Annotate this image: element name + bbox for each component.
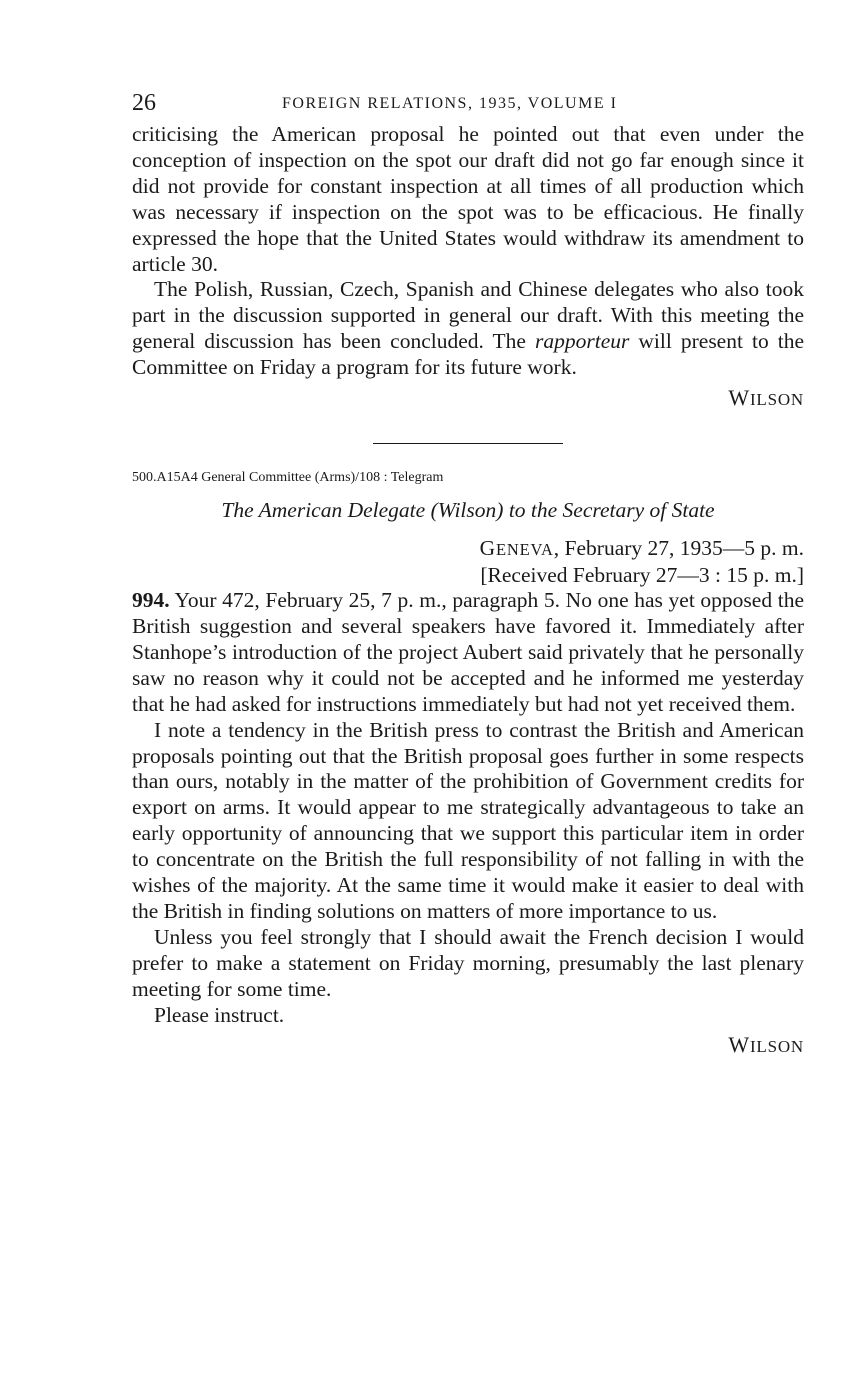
- place-initial: G: [479, 536, 496, 561]
- rapporteur-term: rapporteur: [535, 329, 630, 354]
- signature-rest: ILSON: [749, 1037, 804, 1057]
- delegates-text-end: will present to the Committee on Friday a program for its future work.: [132, 329, 804, 380]
- running-head: [132, 88, 804, 122]
- telegram-paragraph-1-text: Your 472, February 25, 7 p. m., paragraph 5. No one has yet opposed the British suggestion and several speakers have favored it. Immediately after Stanhope’s introduction of the project Aubert said privately that he personally saw no reason why it could not be accepted and he informed me yesterday that he had asked for instructions immediately but had not yet received them.: [132, 588, 804, 716]
- place-rest: ENEVA: [496, 540, 554, 560]
- signature-first: [132, 385, 804, 411]
- delegates-text-start: The Polish, Russian, Czech, Spanish and Chinese delegates who also took part in the discussion supported in general our draft. With this meeting the general discussion has been concluded. The: [132, 277, 804, 354]
- telegram-paragraph-4: Please instruct.: [154, 1002, 285, 1027]
- telegram-paragraph-3: Unless you feel strongly that I should await the French decision I would prefer to make a statement on Friday morning, presumably the last plenary meeting for some time.: [132, 924, 804, 1001]
- signature-rest: ILSON: [749, 390, 804, 410]
- title-end: ) to the Secretary of State: [496, 498, 715, 523]
- title-name: Wilson: [437, 498, 497, 523]
- place-name: [479, 536, 554, 561]
- page-number: 26: [132, 90, 156, 116]
- section-divider: [373, 443, 563, 444]
- telegram-paragraph-1: [132, 588, 804, 718]
- signature-second: [132, 1032, 804, 1058]
- date-sent: , February 27, 1935—5 p. m.: [553, 536, 804, 561]
- message-number: 994.: [132, 588, 170, 613]
- date-received: [Received February 27—3 : 15 p. m.]: [480, 562, 804, 587]
- dateline: [132, 536, 804, 588]
- signature-initial: W: [728, 385, 750, 411]
- delegates-paragraph: [132, 277, 804, 381]
- document-page: [132, 88, 804, 1058]
- document-title: [132, 495, 804, 525]
- date-sent-line: [132, 536, 804, 563]
- signature-initial: W: [728, 1032, 750, 1058]
- running-title: FOREIGN RELATIONS, 1935, VOLUME I: [282, 95, 618, 112]
- file-reference: 500.A15A4 General Committee (Arms)/108 : Telegram: [132, 470, 444, 486]
- continued-paragraph: criticising the American proposal he pointed out that even under the conception of inspection on the spot our draft did not go far enough since it did not provide for constant inspection at all times of all production which was necessary if inspection on the spot was to be efficacious. He finally expressed the hope that the United States would withdraw its amendment to article 30.: [132, 122, 804, 276]
- title-start: The American Delegate (: [221, 498, 438, 523]
- telegram-paragraph-2: I note a tendency in the British press to contrast the British and American proposals pointing out that the British proposal goes further in some respects than ours, notably in the matter of the prohibition of Government credits for export on arms. It would appear to me strategically advantageous to take an early opportunity of announcing that we support this particular item in order to concentrate on the British the full responsibility of not falling in with the wishes of the majority. At the same time it would make it easier to deal with the British in finding solutions on matters of more importance to us.: [132, 717, 804, 923]
